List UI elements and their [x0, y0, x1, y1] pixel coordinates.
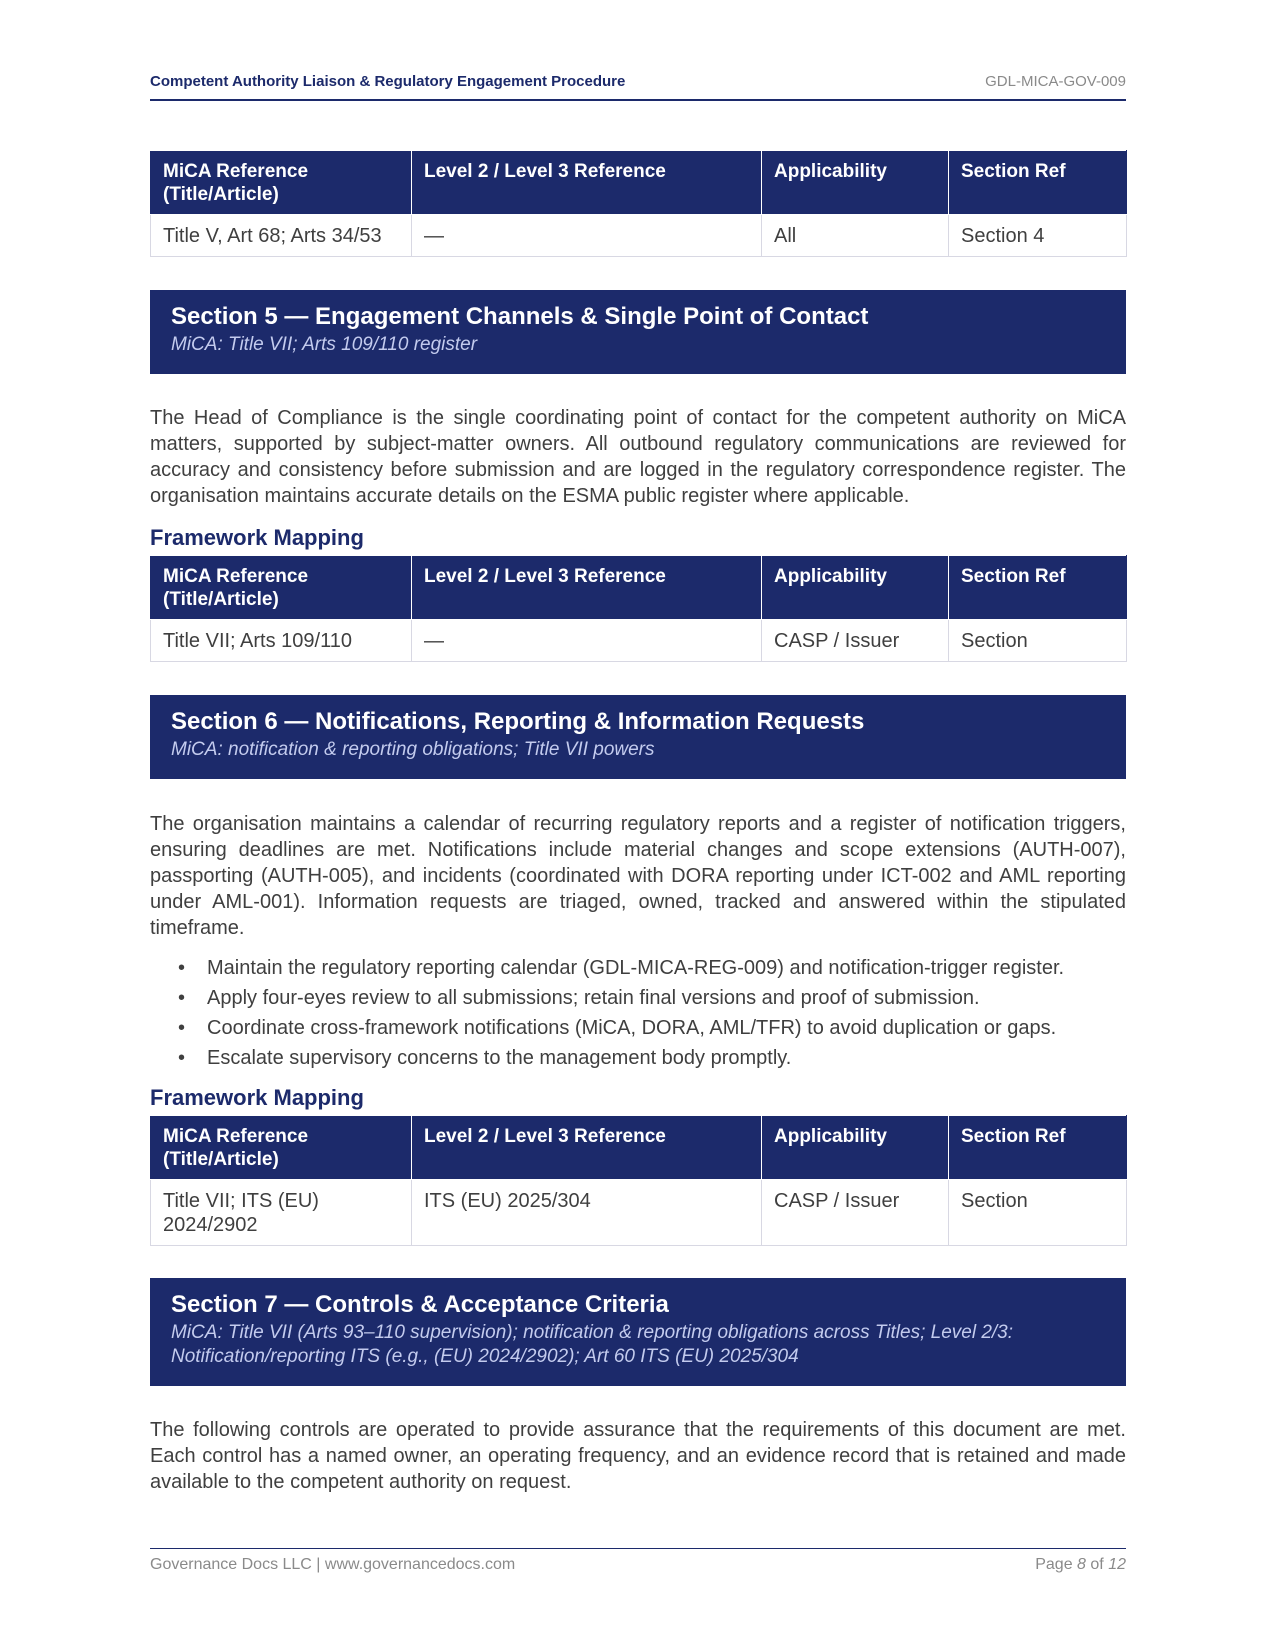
section-7-subtitle: MiCA: Title VII (Arts 93–110 supervision); notification & reporting obligations across Titles; Level 2/3: Notification/reporting ITS (e.g., (EU) 2024/2902); Art 60 ITS (EU) 2025/304: [171, 1322, 1014, 1367]
table-cell: Title VII; Arts 109/110: [151, 620, 412, 662]
table-row: [151, 215, 1127, 257]
table-cell: Title VII; ITS (EU) 2024/2902: [151, 1180, 412, 1246]
column-header-mica-reference: MiCA Reference (Title/Article): [151, 1116, 412, 1180]
column-header-level-reference: Level 2 / Level 3 Reference: [412, 151, 762, 215]
column-header-section-ref: Section Ref: [949, 556, 1127, 620]
column-header-section-ref: Section Ref: [949, 1116, 1127, 1180]
column-header-level-reference: Level 2 / Level 3 Reference: [412, 556, 762, 620]
table-header-row: [151, 1116, 1127, 1180]
page-header: [150, 73, 1126, 101]
footer-company: Governance Docs LLC | www.governancedocs.com: [150, 1556, 516, 1573]
table-cell: All: [762, 215, 949, 257]
column-header-applicability: Applicability: [762, 1116, 949, 1180]
column-header-applicability: Applicability: [762, 151, 949, 215]
table-row: [151, 620, 1127, 662]
bullet-icon: •: [178, 957, 186, 979]
page-number: Page 8 of 12: [1035, 1556, 1126, 1573]
table-cell: CASP / Issuer: [762, 1180, 949, 1246]
column-header-level-reference: Level 2 / Level 3 Reference: [412, 1116, 762, 1180]
list-item: • Apply four-eyes review to all submissions; retain final versions and proof of submission.: [150, 983, 1126, 1013]
list-item: • Escalate supervisory concerns to the management body promptly.: [150, 1043, 1126, 1073]
section-6-title: Section 6 — Notifications, Reporting & Information Requests: [171, 708, 865, 735]
framework-mapping-table-section-4: [150, 150, 1127, 257]
column-header-mica-reference: MiCA Reference (Title/Article): [151, 556, 412, 620]
table-header-row: [151, 151, 1127, 215]
column-header-section-ref: Section Ref: [949, 151, 1127, 215]
section-5-title: Section 5 — Engagement Channels & Single Point of Contact: [171, 303, 869, 330]
page-footer: [150, 1548, 1126, 1577]
total-pages: 12: [1108, 1556, 1126, 1573]
section-7-banner: [150, 1278, 1126, 1386]
table-header-row: [151, 556, 1127, 620]
table-cell: ITS (EU) 2025/304: [412, 1180, 762, 1246]
table-cell: Section: [949, 1180, 1127, 1246]
table-cell: —: [412, 215, 762, 257]
section-6-bullet-list: [150, 953, 1126, 1073]
section-5-subtitle: MiCA: Title VII; Arts 109/110 register: [171, 334, 478, 355]
section-7-title: Section 7 — Controls & Acceptance Criteria: [171, 1291, 669, 1318]
table-cell: CASP / Issuer: [762, 620, 949, 662]
section-5-paragraph: The Head of Compliance is the single coordinating point of contact for the competent authority on MiCA matters, supported by subject-matter owners. All outbound regulatory communications are reviewed for accuracy and consistency before submission and are logged in the regulatory correspondence register. The organisation maintains accurate details on the ESMA public register where applicable.: [150, 407, 1126, 507]
list-item: • Maintain the regulatory reporting calendar (GDL-MICA-REG-009) and notification-trigger register.: [150, 953, 1126, 983]
table-row: [151, 1180, 1127, 1246]
table-cell: Section 4: [949, 215, 1127, 257]
column-header-mica-reference: MiCA Reference (Title/Article): [151, 151, 412, 215]
section-6-banner: [150, 695, 1126, 779]
section-6-subtitle: MiCA: notification & reporting obligations; Title VII powers: [171, 739, 655, 760]
document-title: Competent Authority Liaison & Regulatory Engagement Procedure: [150, 73, 626, 90]
section-7-paragraph: The following controls are operated to provide assurance that the requirements of this document are met. Each control has a named owner, an operating frequency, and an evidence record that is retained and made available to the competent authority on request.: [150, 1419, 1126, 1493]
section-5-banner: [150, 290, 1126, 374]
framework-mapping-table-section-6: [150, 1115, 1127, 1246]
document-code: GDL-MICA-GOV-009: [985, 73, 1126, 90]
table-cell: Title V, Art 68; Arts 34/53: [151, 215, 412, 257]
section-6-paragraph: The organisation maintains a calendar of recurring regulatory reports and a register of notification triggers, ensuring deadlines are met. Notifications include material changes and scope extensions (AUTH-007), passporting (AUTH-005), and incidents (coordinated with DORA reporting under ICT-002 and AML reporting under AML-001). Information requests are triaged, owned, tracked and answered within the stipulated timeframe.: [150, 813, 1126, 939]
column-header-applicability: Applicability: [762, 556, 949, 620]
current-page: 8: [1077, 1556, 1086, 1573]
framework-mapping-heading: Framework Mapping: [150, 525, 364, 550]
list-item: • Coordinate cross-framework notifications (MiCA, DORA, AML/TFR) to avoid duplication or gaps.: [150, 1013, 1126, 1043]
framework-mapping-heading: Framework Mapping: [150, 1085, 364, 1110]
bullet-icon: •: [178, 987, 186, 1009]
table-cell: Section: [949, 620, 1127, 662]
bullet-icon: •: [178, 1047, 186, 1069]
bullet-icon: •: [178, 1017, 186, 1039]
table-cell: —: [412, 620, 762, 662]
framework-mapping-table-section-5: [150, 555, 1127, 662]
